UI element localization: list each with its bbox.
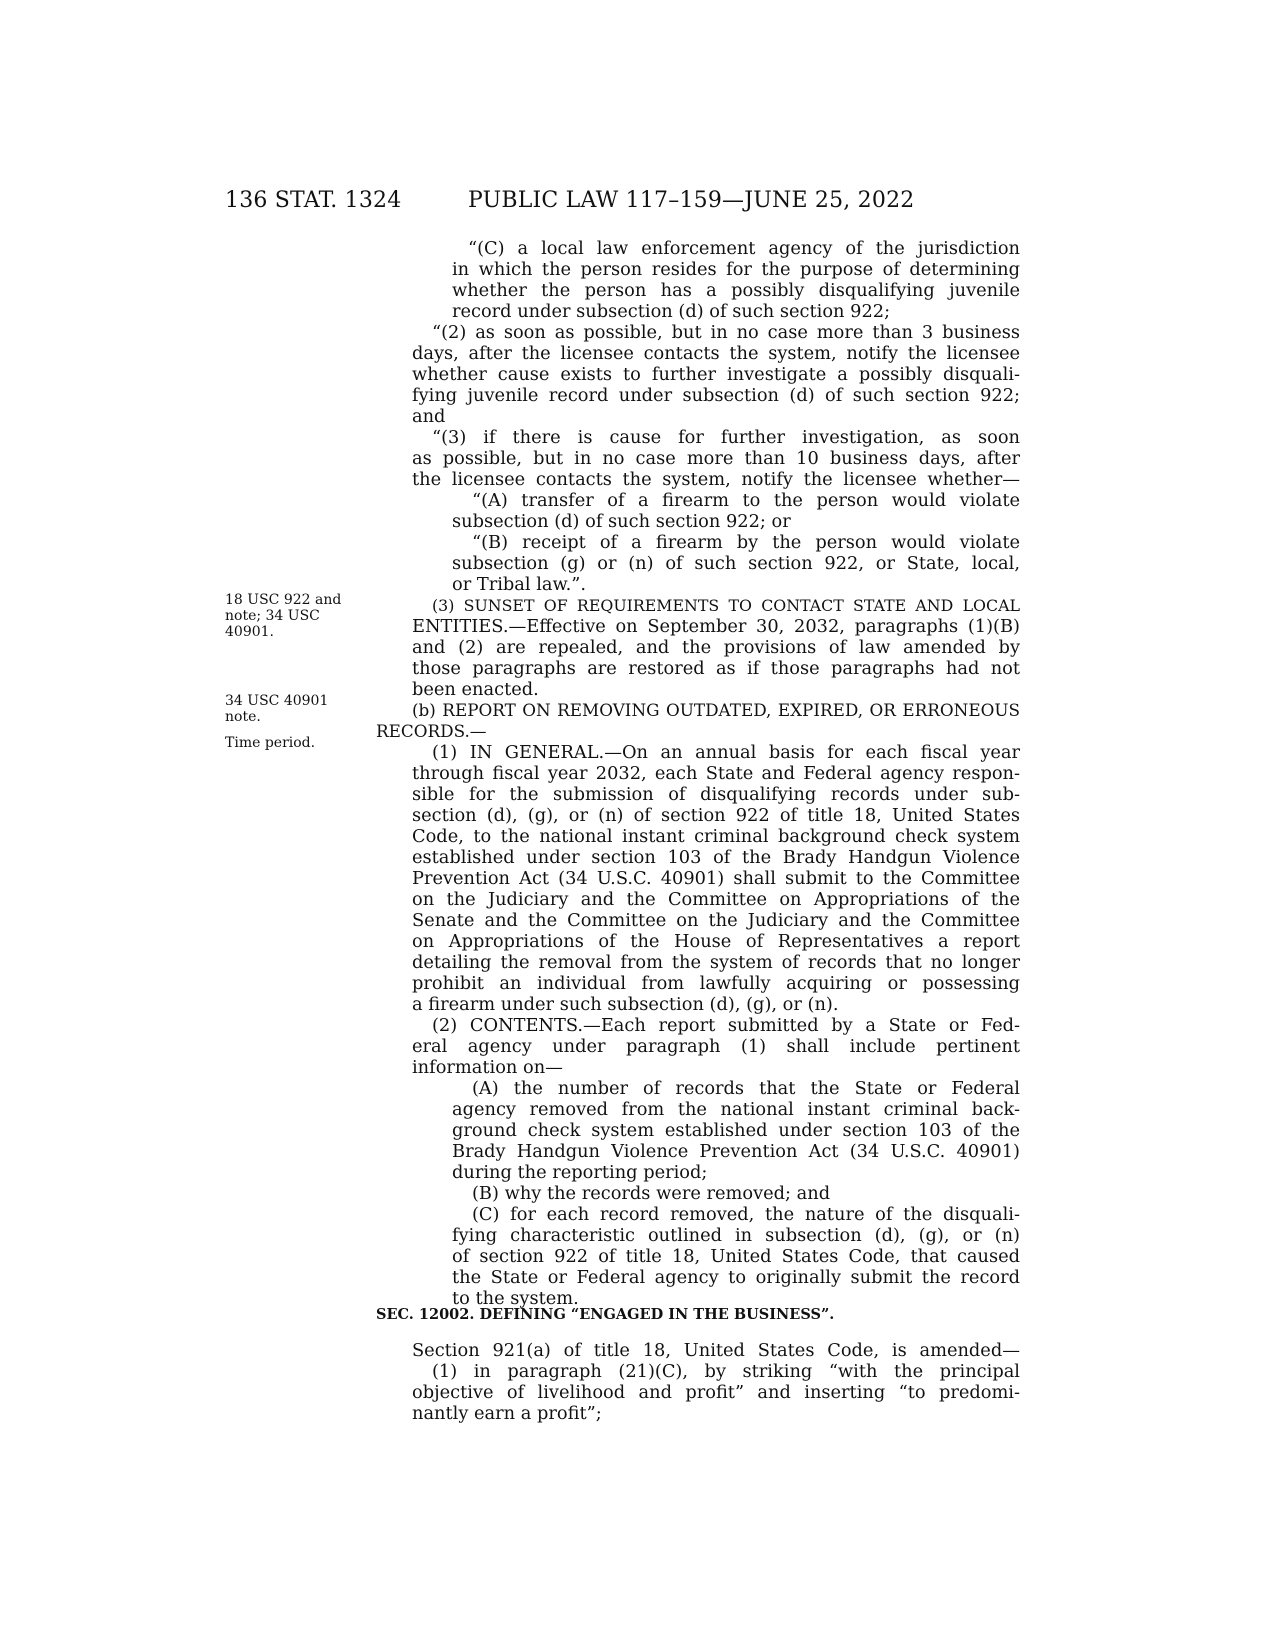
text-line: Prevention Act (34 U.S.C. 40901) shall submit to the Committee — [412, 868, 1020, 889]
text-line: fying juvenile record under subsection (d) of such section 922; — [412, 385, 1020, 406]
text-line: sible for the submission of disqualifying records under sub- — [412, 784, 1020, 805]
text-line: Code, to the national instant criminal background check system — [412, 826, 1020, 847]
text-line: through fiscal year 2032, each State and Federal agency respon- — [412, 763, 1020, 784]
page-stat-citation: 136 STAT. 1324 — [225, 188, 402, 213]
text-line: on the Judiciary and the Committee on Appropriations of the — [412, 889, 1020, 910]
section-heading: SEC. 12002. DEFINING “ENGAGED IN THE BUSINESS”. — [376, 1306, 835, 1323]
margin-note-usc-40901 — [225, 693, 365, 725]
text-line: Brady Handgun Violence Prevention Act (34 U.S.C. 40901) — [452, 1141, 1020, 1162]
text-line: the State or Federal agency to originally submit the record — [452, 1267, 1020, 1288]
text-line: whether cause exists to further investigate a possibly disquali- — [412, 364, 1020, 385]
text-line: as possible, but in no case more than 10 business days, after — [412, 448, 1020, 469]
text-line: “(3) if there is cause for further investigation, as soon — [432, 427, 1020, 448]
text-line: those paragraphs are restored as if those paragraphs had not — [412, 658, 1020, 679]
text-line: of section 922 of title 18, United States Code, that caused — [452, 1246, 1020, 1267]
margin-note-line: 40901. — [225, 624, 274, 640]
text-line: subsection (d) of such section 922; or — [452, 511, 791, 532]
text-line: and — [412, 406, 446, 427]
text-line: established under section 103 of the Brady Handgun Violence — [412, 847, 1020, 868]
text-line: and (2) are repealed, and the provisions of law amended by — [412, 637, 1020, 658]
text-line: the licensee contacts the system, notify the licensee whether— — [412, 469, 1020, 490]
margin-note-line: 18 USC 922 and — [225, 592, 342, 608]
text-line: “(C) a local law enforcement agency of the jurisdiction — [468, 238, 1020, 259]
text-line: been enacted. — [412, 679, 539, 700]
text-line: “(A) transfer of a firearm to the person would violate — [472, 490, 1020, 511]
text-line: record under subsection (d) of such section 922; — [452, 301, 891, 322]
margin-note-usc-922 — [225, 592, 365, 640]
text-line: detailing the removal from the system of records that no longer — [412, 952, 1020, 973]
text-line: ground check system established under section 103 of the — [452, 1120, 1020, 1141]
text-line: whether the person has a possibly disqualifying juvenile — [452, 280, 1020, 301]
page-law-title: PUBLIC LAW 117–159—JUNE 25, 2022 — [468, 188, 915, 213]
margin-note-time-period: Time period. — [225, 735, 316, 751]
text-line: subsection (g) or (n) of such section 922, or State, local, — [452, 553, 1020, 574]
text-line: “(2) as soon as possible, but in no case more than 3 business — [432, 322, 1020, 343]
text-line: to the system. — [452, 1288, 579, 1309]
text-line: prohibit an individual from lawfully acquiring or possessing — [412, 973, 1020, 994]
text-line: (A) the number of records that the State or Federal — [472, 1078, 1020, 1099]
text-line: RECORDS.— — [376, 721, 487, 741]
text-line: “(B) receipt of a firearm by the person would violate — [472, 532, 1020, 553]
text-line: (C) for each record removed, the nature of the disquali- — [472, 1204, 1020, 1225]
text-line: in which the person resides for the purpose of determining — [452, 259, 1020, 280]
text-line: Section 921(a) of title 18, United States Code, is amended— — [412, 1340, 1020, 1361]
margin-note-line: note. — [225, 709, 261, 725]
text-line: or Tribal law.”. — [452, 574, 587, 595]
text-line: ENTITIES.—Effective on September 30, 2032, paragraphs (1)(B) — [412, 616, 1020, 637]
text-line: objective of livelihood and profit” and inserting “to predomi- — [412, 1382, 1020, 1403]
text-line: eral agency under paragraph (1) shall include pertinent — [412, 1036, 1020, 1057]
text-line: days, after the licensee contacts the system, notify the licensee — [412, 343, 1020, 364]
margin-note-line: note; 34 USC — [225, 608, 320, 624]
text-line: (2) CONTENTS.—Each report submitted by a State or Fed- — [432, 1015, 1020, 1036]
text-line: section (d), (g), or (n) of section 922 of title 18, United States — [412, 805, 1020, 826]
text-line: (B) why the records were removed; and — [472, 1183, 831, 1204]
text-line: information on— — [412, 1057, 563, 1078]
text-line: fying characteristic outlined in subsection (d), (g), or (n) — [452, 1225, 1020, 1246]
text-line: during the reporting period; — [452, 1162, 708, 1183]
text-line: a firearm under such subsection (d), (g), or (n). — [412, 994, 839, 1015]
text-line: (1) IN GENERAL.—On an annual basis for each fiscal year — [432, 742, 1020, 763]
margin-note-line: 34 USC 40901 — [225, 693, 329, 709]
text-line: Senate and the Committee on the Judiciary and the Committee — [412, 910, 1020, 931]
text-line: agency removed from the national instant criminal back- — [452, 1099, 1020, 1120]
text-line: (b) REPORT ON REMOVING OUTDATED, EXPIRED, OR ERRONEOUS — [412, 700, 1020, 720]
text-line: (3) SUNSET OF REQUIREMENTS TO CONTACT STATE AND LOCAL — [432, 596, 1020, 615]
text-line: (1) in paragraph (21)(C), by striking “with the principal — [432, 1361, 1020, 1382]
text-line: on Appropriations of the House of Representatives a report — [412, 931, 1020, 952]
text-line: nantly earn a profit”; — [412, 1403, 602, 1424]
